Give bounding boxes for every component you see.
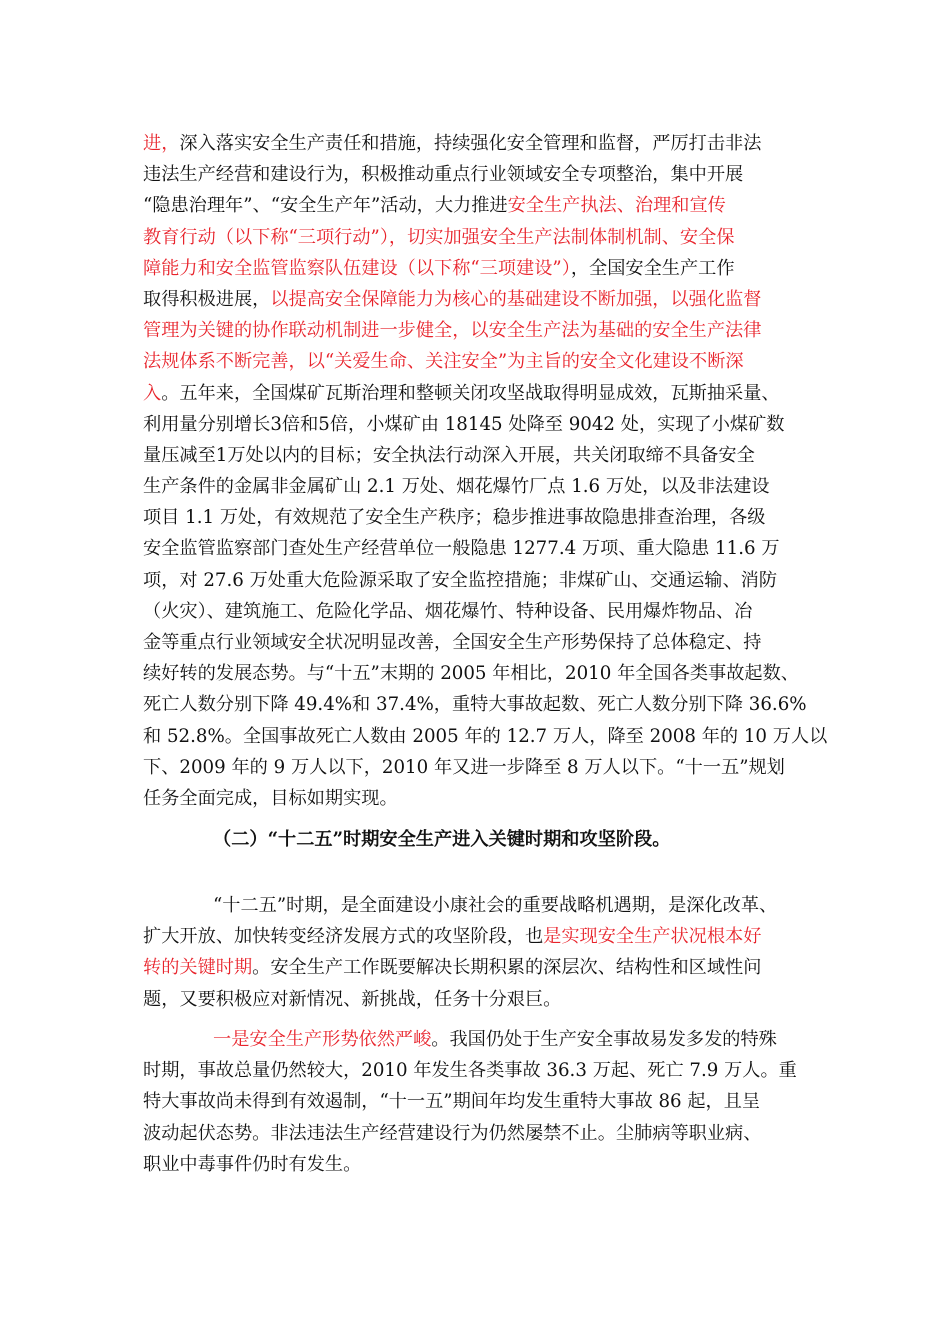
highlighted-text: 转的关键时期 [143,957,253,979]
text-line [143,378,815,409]
text-segment: 扩大开放、加快转变经济发展方式的攻坚阶段，也 [143,926,544,948]
text-segment: 下、2009 年的 9 万人以下，2010 年又进一步降至 8 万人以下。“十一五”规划 [143,756,785,778]
text-line [143,952,815,983]
text-segment: “隐患治理年”、“安全生产年”活动，大力推进 [143,195,508,217]
highlighted-text: 入 [143,382,162,404]
text-line [143,752,815,783]
body-paragraph-twelfth-five-year [143,890,815,1015]
text-segment: 生产条件的金属非金属矿山 2.1 万处、烟花爆竹厂点 1.6 万处，以及非法建设 [143,476,770,498]
text-line [143,783,815,814]
text-segment: 利用量分别增长3倍和5倍，小煤矿由 18145 处降至 9042 处，实现了小煤矿数 [143,413,785,435]
text-segment: 。五年来，全国煤矿瓦斯治理和整顿关闭攻坚战取得明显成效，瓦斯抽采量、 [161,382,780,404]
highlighted-text: 进， [143,133,180,154]
text-line [143,984,815,1015]
text-line [143,159,815,190]
text-line [143,502,815,533]
text-segment: 取得积极进展， [143,288,271,310]
highlighted-text: 障能力和安全监管监察队伍建设（以下称“三项建设”） [143,257,571,279]
text-line [143,346,815,377]
text-line [143,253,815,284]
text-segment: 量压减至1万处以内的目标；安全执法行动深入开展，共关闭取缔不具备安全 [143,444,755,466]
text-line [143,596,815,627]
text-segment: 安全监管监察部门查处生产经营单位一般隐患 1277.4 万项、重大隐患 11.6 万 [143,538,780,560]
text-line [143,128,815,159]
highlighted-text: 管理为关键的协作联动机制进一步健全，以安全生产法为基础的安全生产法律 [143,320,762,342]
text-line [143,890,815,921]
text-segment: 波动起伏态势。非法违法生产经营建设行为仍然屡禁不止。尘肺病等职业病、 [143,1122,762,1144]
text-segment: ，全国安全生产工作 [570,257,735,279]
text-segment: （火灾）、建筑施工、危险化学品、烟花爆竹、特种设备、民用爆炸物品、冶 [143,600,753,622]
text-segment: 违法生产经营和建设行为，积极推动重点行业领域安全专项整治，集中开展 [143,164,744,186]
text-line [143,721,828,752]
highlighted-text: 一是安全生产形势依然严峻 [213,1029,432,1050]
text-line [143,1024,815,1055]
text-segment: 职业中毒事件仍时有发生。 [143,1153,362,1175]
text-segment: 和 52.8%。全国事故死亡人数由 2005 年的 12.7 万人，降至 2008 年的 10 万人以 [143,725,828,747]
text-line [143,627,815,658]
text-line [143,1086,815,1117]
text-segment: 任务全面完成，目标如期实现。 [143,787,398,809]
text-segment: 时期，事故总量仍然较大，2010 年发生各类事故 36.3 万起、死亡 7.9 万人。重 [143,1060,797,1082]
text-segment: （二）“十二五”时期安全生产进入关键时期和攻坚阶段。 [213,829,671,850]
highlighted-text: 法规体系不断完善，以“关爱生命、关注安全”为主旨的安全文化建设不断深 [143,351,744,373]
text-segment: “十二五”时期，是全面建设小康社会的重要战略机遇期，是深化改革、 [213,895,778,916]
text-line [143,658,815,689]
text-line [143,409,815,440]
text-segment: 续好转的发展态势。与“十五”末期的 2005 年相比，2010 年全国各类事故起数、 [143,663,799,685]
text-segment: 项，对 27.6 万处重大危险源采取了安全监控措施；非煤矿山、交通运输、消防 [143,569,778,591]
text-segment: 深入落实安全生产责任和措施，持续强化安全管理和监督，严厉打击非法 [179,133,762,154]
text-segment: 。安全生产工作既要解决长期积累的深层次、结构性和区域性问 [252,957,762,979]
text-line [143,222,815,253]
text-line [143,190,815,221]
text-line [213,824,815,855]
text-line [143,440,815,471]
body-paragraph-achievements [143,128,828,814]
section-heading [143,824,815,855]
highlighted-text: 是实现安全生产状况根本好 [543,926,762,948]
highlighted-text: 教育行动（以下称“三项行动”），切实加强安全生产法制体制机制、安全保 [143,226,735,248]
body-paragraph-situation-severe [143,1024,815,1180]
text-segment: 项目 1.1 万处，有效规范了安全生产秩序；稳步推进事故隐患排查治理，各级 [143,507,766,529]
text-segment: 死亡人数分别下降 49.4%和 37.4%，重特大事故起数、死亡人数分别下降 36.6% [143,694,807,716]
text-line [143,565,815,596]
text-segment: 金等重点行业领域安全状况明显改善，全国安全生产形势保持了总体稳定、持 [143,632,762,653]
text-line [143,921,815,952]
highlighted-text: 安全生产执法、治理和宣传 [507,195,726,217]
text-line [143,1055,815,1086]
text-line [143,533,815,564]
text-segment: 题，又要积极应对新情况、新挑战，任务十分艰巨。 [143,988,562,1010]
highlighted-text: 以提高安全保障能力为核心的基础建设不断加强，以强化监督 [270,288,762,310]
text-line [143,689,815,720]
text-segment: 。我国仍处于生产安全事故易发多发的特殊 [431,1029,777,1050]
text-line [143,471,815,502]
text-line [143,284,815,315]
text-segment: 特大事故尚未得到有效遏制，“十一五”期间年均发生重特大事故 86 起，且呈 [143,1091,761,1113]
text-line [143,315,815,346]
text-line [143,1118,815,1149]
text-line [143,1149,815,1180]
